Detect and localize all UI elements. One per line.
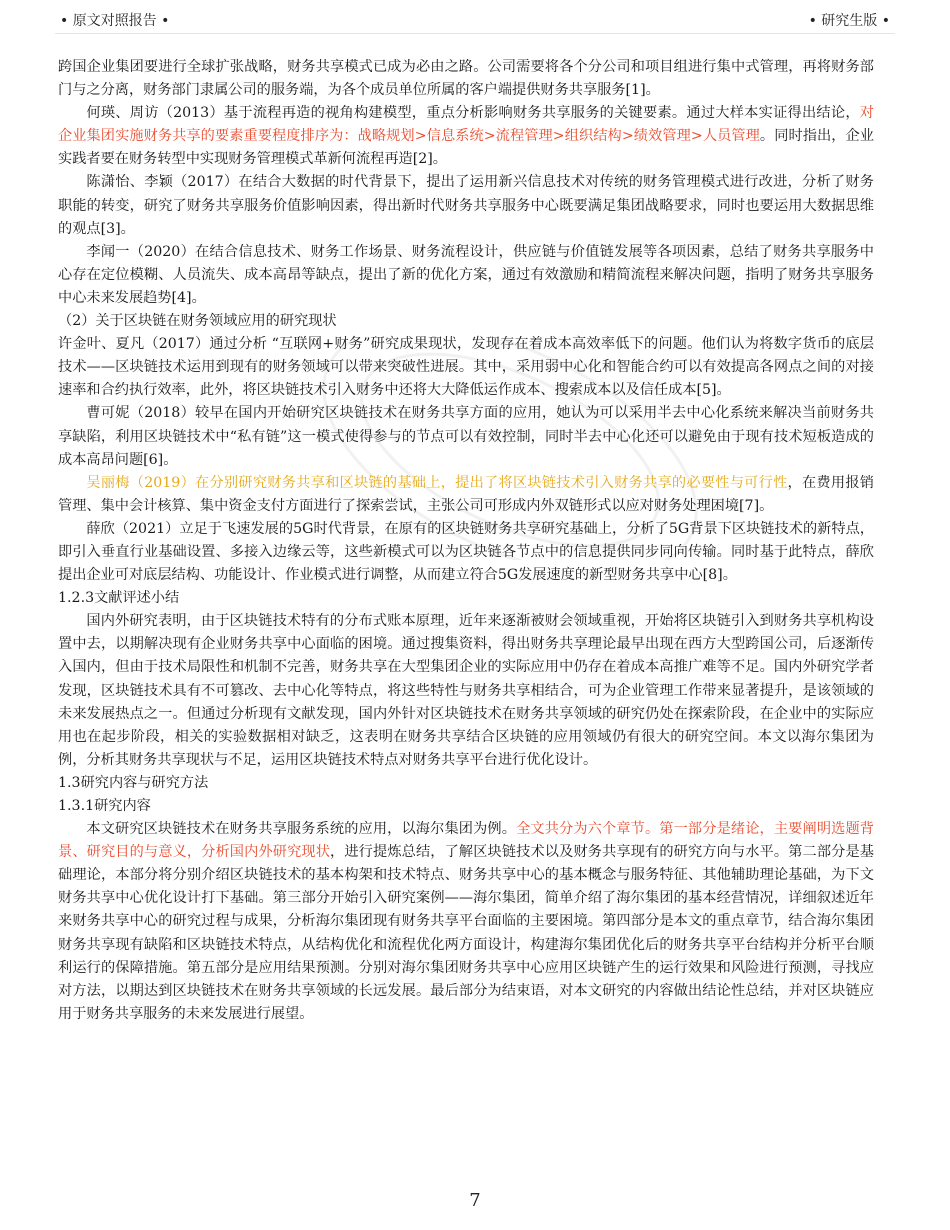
body-paragraph (58, 56, 874, 102)
text-run: 跨国企业集团要进行全球扩张战略，财务共享模式已成为必由之路。公司需要将各个分公司和项目组进行集中式管理，再将财务部门与之分离，财务部门隶属公司的服务端，为各个成员单位所属的客户端提供财务共享服务[1]。 (58, 59, 874, 99)
highlighted-text: 吴丽梅（2019）在分别研究财务共享和区块链的基础上，提出了将区块链技术引入财务共享的必要性与可行性 (86, 474, 788, 491)
text-run: 。同时指出，企业实践者要在财务转型中实现财务管理模式革新何流程再造[2]。 (58, 128, 874, 168)
text-run: 曹可妮（2018）较早在国内开始研究区块链技术在财务共享方面的应用，她认为可以采用半去中心化系统来解决当前财务共享缺陷，利用区块链技术中“私有链”这一模式使得参与的节点可以有效控制，同时半去中心化还可以避免由于现有技术短板造成的成本高昂问题[6]。 (58, 405, 874, 468)
text-run: 1.3.1研究内容 (58, 798, 151, 814)
text-run: 陈潇怡、李颖（2017）在结合大数据的时代背景下，提出了运用新兴信息技术对传统的财务管理模式进行改进，分析了财务职能的转变，研究了财务共享服务价值影响因素，得出新时代财务共享服务中心既要满足集团战略要求，同时也要运用大数据思维的观点[3]。 (58, 174, 874, 237)
text-run: 李闻一（2020）在结合信息技术、财务工作场景、财务流程设计，供应链与价值链发展等各项因素，总结了财务共享服务中心存在定位模糊、人员流失、成本高昂等缺点，提出了新的优化方案，通过有效激励和精简流程来解决问题，指明了财务共享服务中心未来发展趋势[4]。 (58, 243, 874, 306)
section-paragraph (58, 310, 874, 333)
body-paragraph (58, 102, 874, 171)
header-divider (55, 33, 895, 34)
text-run: 1.2.3文献评述小结 (58, 590, 180, 607)
body-paragraph (58, 518, 874, 587)
body-paragraph (58, 818, 874, 1026)
text-run: ，进行提炼总结，了解区块链技术以及财务共享现有的研究方向与水平。第二部分是基础理论，本部分将分别介绍区块链技术的基本构架和技术特点、财务共享中心的基本概念与服务特征、其他辅助理论基础，为下文财务共享中心优化设计打下基础。第三部分开始引入研究案例——海尔集团，简单介绍了海尔集团的基本经营情况，详细叙述近年来财务共享中心的研究过程与成果，分析海尔集团现有财务共享平台面临的主要困境。第四部分是本文的重点章节，结合海尔集团财务共享现有缺陷和区块链技术特点，从结构优化和流程优化两方面设计，构建海尔集团优化后的财务共享平台结构并分析平台顺利运行的保障措施。第五部分是应用结果预测。分别对海尔集团财务共享中心应用区块链产生的运行效果和风险进行预测，寻找应对方法，以期达到区块链技术在财务共享领域的长远发展。最后部分为结束语，对本文研究的内容做出结论性总结，并对区块链应用于财务共享服务的未来发展进行展望。 (58, 844, 874, 1022)
document-body (58, 56, 874, 1026)
body-paragraph (58, 241, 874, 310)
body-paragraph (58, 610, 874, 772)
section-paragraph (58, 333, 874, 402)
text-run: 许金叶、夏凡（2017）通过分析 “互联网+财务”研究成果现状，发现存在着成本高效率低下的问题。他们认为将数字货币的底层技术——区块链技术运用到现有的财务领域可以带来突破性进展。其中，采用弱中心化和智能合约可以有效提高各网点之间的对接速率和合约执行效率，此外，将区块链技术引入财务中还将大大降低运作成本、搜索成本以及信任成本[5]。 (58, 336, 874, 399)
text-run: 何瑛、周访（2013）基于流程再造的视角构建模型，重点分析影响财务共享服务的关键要素。通过大样本实证得出结论， (86, 105, 860, 122)
body-paragraph (58, 472, 874, 518)
body-paragraph (58, 402, 874, 471)
text-run: 本文研究区块链技术在财务共享服务系统的应用，以海尔集团为例。 (86, 821, 517, 838)
body-paragraph (58, 171, 874, 240)
text-run: （2）关于区块链在财务领域应用的研究现状 (58, 313, 337, 330)
text-run: ，在费用报销管理、集中会计核算、集中资金支付方面进行了探索尝试，主张公司可形成内外双链形式以应对财务处理困境[7]。 (58, 474, 874, 514)
section-paragraph (58, 587, 874, 610)
text-run: 薛欣（2021）立足于飞速发展的5G时代背景，在原有的区块链财务共享研究基础上，分析了5G背景下区块链技术的新特点，即引入垂直行业基础设置、多接入边缘云等，这些新模式可以为区块链各节点中的信息提供同步同向传输。同时基于此特点，薛欣提出企业可对底层结构、功能设计、作业模式进行调整，从而建立符合5G发展速度的新型财务共享中心[8]。 (58, 520, 874, 584)
page-number: 7 (469, 1190, 481, 1211)
section-paragraph (58, 772, 874, 795)
header-left-label: • 原文对照报告 • (60, 13, 170, 29)
text-run: 1.3研究内容与研究方法 (58, 774, 209, 791)
section-paragraph (58, 795, 874, 818)
highlighted-text: 全文共分为六个章节。第一部分是绪论，主要阐明选题背景、研究目的与意义，分析国内外研究现状 (58, 821, 874, 861)
text-run: 国内外研究表明，由于区块链技术特有的分布式账本原理，近年来逐渐被财会领域重视，开始将区块链引入到财务共享机构设置中去，以期解决现有企业财务共享中心面临的困境。通过搜集资料，得出财务共享理论最早出现在西方大型跨国公司，后逐渐传入国内，但由于技术局限性和机制不完善，财务共享在大型集团企业的实际应用中仍存在着成本高推广难等不足。国内外研究学者发现，区块链技术具有不可篡改、去中心化等特点，将这些特性与财务共享相结合，可为企业管理工作带来显著提升，是该领域的未来发展热点之一。但通过分析现有文献发现，国内外针对区块链技术在财务共享领域的研究仍处在探索阶段，在企业中的实际应用也在起步阶段，相关的实验数据相对缺乏，这表明在财务共享结合区块链的应用领域仍有很大的研究空间。本文以海尔集团为例，分析其财务共享现状与不足，运用区块链技术特点对财务共享平台进行优化设计。 (58, 613, 874, 768)
highlighted-text: 对企业集团实施财务共享的要素重要程度排序为：战略规划>信息系统>流程管理>组织结构>绩效管理>人员管理 (58, 105, 874, 145)
header-right-label: • 研究生版 • (808, 13, 890, 29)
